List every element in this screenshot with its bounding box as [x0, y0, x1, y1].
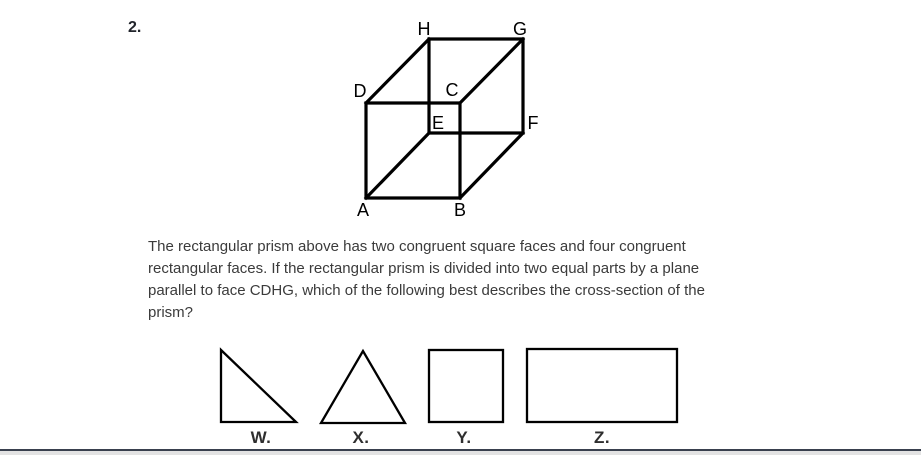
prism-edge-cg [460, 39, 523, 103]
question-text-line: rectangular faces. If the rectangular prism is divided into two equal parts by a plane [148, 260, 700, 277]
right-triangle-shape [221, 350, 296, 422]
vertex-label-d: D [353, 81, 367, 101]
prism-edge-bf [460, 133, 523, 198]
question-text-line: parallel to face CDHG, which of the following best describes the cross-section of the [148, 282, 705, 299]
isosceles-triangle-shape [321, 351, 405, 423]
question-text-line: The rectangular prism above has two congruent square faces and four congruent [148, 238, 686, 255]
vertex-label-g: G [512, 19, 528, 39]
prism-edge-dh [366, 39, 429, 103]
choice-label-y: Y. [456, 428, 472, 447]
question-text-line: prism? [148, 304, 194, 321]
prism-figure [366, 39, 523, 198]
choice-label-z: Z. [593, 428, 611, 447]
prism-vertex-labels [354, 19, 539, 220]
square-shape [429, 350, 503, 422]
vertex-label-e: E [431, 113, 445, 133]
vertex-label-h: H [417, 19, 431, 39]
choice-label-w: W. [250, 428, 272, 447]
vertex-label-a: A [356, 200, 370, 220]
vertex-label-f: F [527, 113, 539, 133]
choice-label-x: X. [352, 428, 370, 447]
question-text [148, 236, 705, 324]
vertex-label-b: B [453, 200, 467, 220]
vertex-label-c: C [445, 80, 459, 100]
rectangle-shape [527, 349, 677, 422]
choice-shapes [221, 349, 677, 423]
bottom-edge-strip [0, 451, 921, 455]
prism-edge-ae [366, 133, 429, 198]
question-number: 2. [128, 19, 142, 36]
